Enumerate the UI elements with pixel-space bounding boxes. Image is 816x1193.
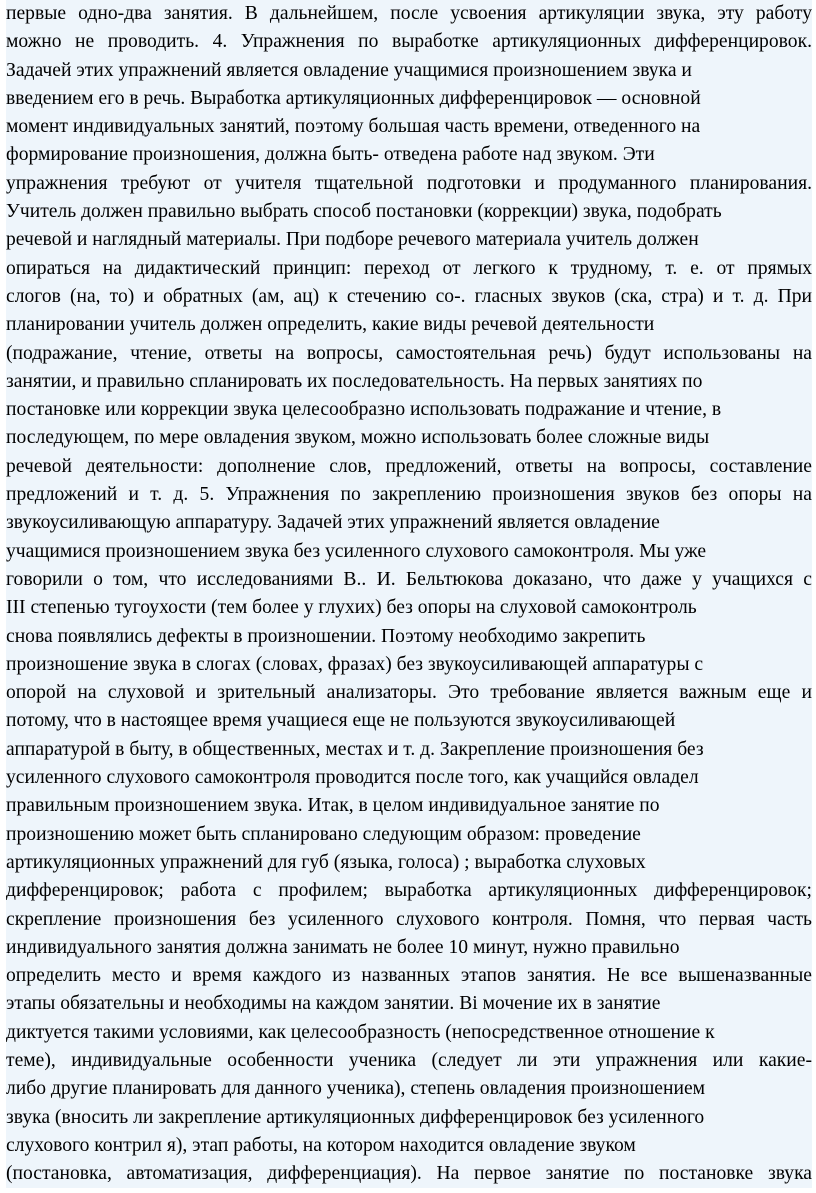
text-line: слогов (на, то) и обратных (ам, ац) к стечению со-. гласных звуков (ска, стра) и т. д. При xyxy=(6,283,812,311)
text-line: определить место и время каждого из названных этапов занятия. Не все вышеназванные xyxy=(6,962,812,990)
text-line: произношение звука в слогах (словах, фразах) без звукоусиливающей аппаратуры с xyxy=(6,651,812,679)
text-line: дифференцировок; работа с профилем; выработка артикуляционных дифференцировок; xyxy=(6,877,812,905)
text-line: речевой деятельности: дополнение слов, предложений, ответы на вопросы, составление xyxy=(6,453,812,481)
text-line: постановке или коррекции звука целесообразно использовать подражание и чтение, в xyxy=(6,396,812,424)
text-line: говорили о том, что исследованиями В.. И. Бельтюкова доказано, что даже у учащихся с xyxy=(6,566,812,594)
text-line: можно не проводить. 4. Упражнения по выработке артикуляционных дифференцировок. xyxy=(6,28,812,56)
text-line: первые одно-два занятия. В дальнейшем, после усвоения артикуляции звука, эту работу xyxy=(6,0,812,28)
text-line: либо другие планировать для данного ученика), степень овладения произношением xyxy=(6,1075,812,1103)
text-line: речевой и наглядный материалы. При подборе речевого материала учитель должен xyxy=(6,226,812,254)
text-line: (подражание, чтение, ответы на вопросы, самостоятельная речь) будут использованы на xyxy=(6,340,812,368)
text-line: III степенью тугоухости (тем более у глухих) без опоры на слуховой самоконтроль xyxy=(6,594,812,622)
text-line: формирование произношения, должна быть- отведена работе над звуком. Эти xyxy=(6,141,812,169)
text-line: произношению может быть спланировано следующим образом: проведение xyxy=(6,821,812,849)
text-line: скрепление произношения без усиленного слухового контроля. Помня, что первая часть xyxy=(6,906,812,934)
text-line: планировании учитель должен определить, какие виды речевой деятельности xyxy=(6,311,812,339)
text-line: звукоусиливающую аппаратуру. Задачей этих упражнений является овладение xyxy=(6,509,812,537)
text-line: Учитель должен правильно выбрать способ постановки (коррекции) звука, подобрать xyxy=(6,198,812,226)
text-line: упражнения требуют от учителя тщательной подготовки и продуманного планирования. xyxy=(6,170,812,198)
text-line: правильным произношением звука. Итак, в целом индивидуальное занятие по xyxy=(6,792,812,820)
text-line: индивидуального занятия должна занимать не более 10 минут, нужно правильно xyxy=(6,934,812,962)
text-line: опираться на дидактический принцип: переход от легкого к трудному, т. е. от прямых xyxy=(6,255,812,283)
text-line: диктуется такими условиями, как целесообразность (непосредственное отношение к xyxy=(6,1019,812,1047)
text-line: артикуляционных упражнений для губ (языка, голоса) ; выработка слуховых xyxy=(6,849,812,877)
text-line: момент индивидуальных занятий, поэтому большая часть времени, отведенного на xyxy=(6,113,812,141)
text-line: последующем, по мере овладения звуком, можно использовать более сложные виды xyxy=(6,424,812,452)
text-line: опорой на слуховой и зрительный анализаторы. Это требование является важным еще и xyxy=(6,679,812,707)
text-line: слухового контрил я), этап работы, на котором находится овладение звуком xyxy=(6,1132,812,1160)
text-line: теме), индивидуальные особенности ученика (следует ли эти упражнения или какие- xyxy=(6,1047,812,1075)
text-line: снова появлялись дефекты в произношении. Поэтому необходимо закрепить xyxy=(6,623,812,651)
text-line: звука (вносить ли закрепление артикуляционных дифференцировок без усиленного xyxy=(6,1104,812,1132)
text-line: введением его в речь. Выработка артикуляционных дифференцировок — основной xyxy=(6,85,812,113)
text-line: этапы обязательны и необходимы на каждом занятии. Ві мочение их в занятие xyxy=(6,990,812,1018)
text-line: потому, что в настоящее время учащиеся еще не пользуются звукоусиливающей xyxy=(6,707,812,735)
text-line: предложений и т. д. 5. Упражнения по закреплению произношения звуков без опоры на xyxy=(6,481,812,509)
text-line: (постановка, автоматизация, дифференциация). На первое занятие по постановке звука xyxy=(6,1160,812,1188)
text-line: Задачей этих упражнений является овладение учащимися произношением звука и xyxy=(6,57,812,85)
text-line: усиленного слухового самоконтроля проводится после того, как учащийся овладел xyxy=(6,764,812,792)
text-line: аппаратурой в быту, в общественных, местах и т. д. Закрепление произношения без xyxy=(6,736,812,764)
text-line: учащимися произношением звука без усиленного слухового самоконтроля. Мы уже xyxy=(6,538,812,566)
text-line: занятии, и правильно спланировать их последовательность. На первых занятиях по xyxy=(6,368,812,396)
